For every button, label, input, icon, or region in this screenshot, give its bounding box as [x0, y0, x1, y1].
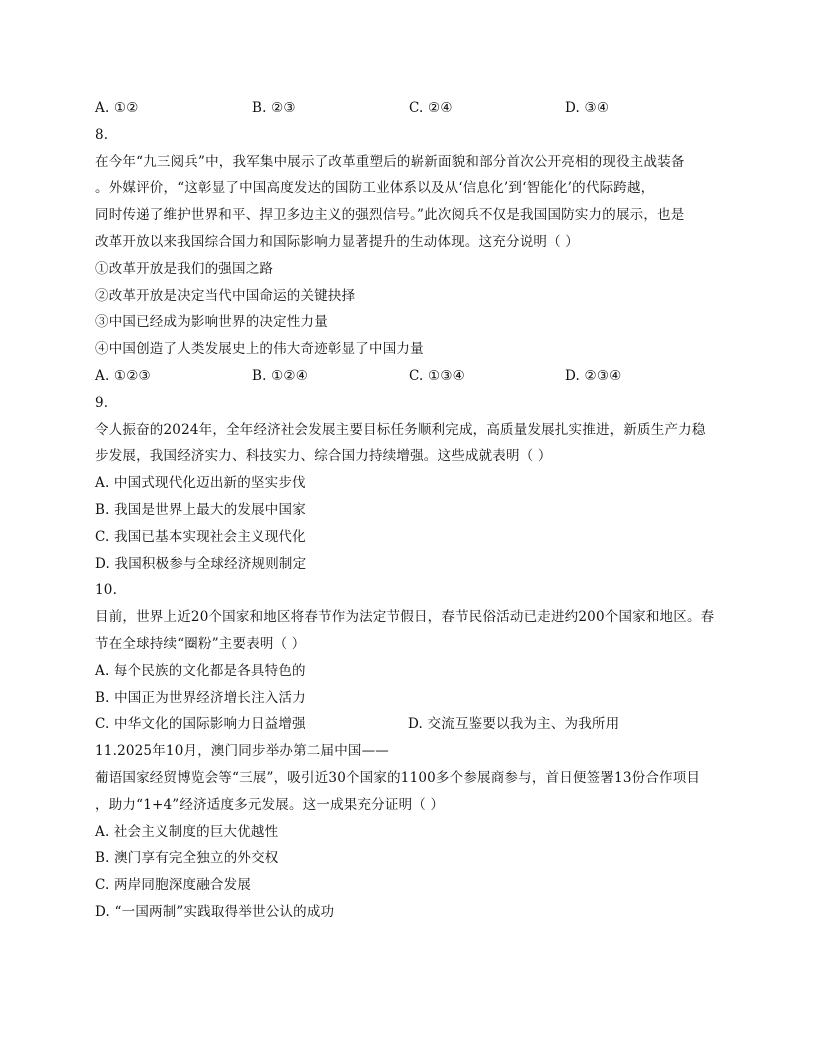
q8-statement-3: ③中国已经成为影响世界的决定性力量 [95, 314, 328, 331]
q10-option-d: D. 交流互鉴要以我为主、为我所用 [408, 716, 620, 733]
q8-stem-line: 同时传递了维护世界和平、捍卫多边主义的强烈信号。”此次阅兵不仅是我国国防实力的展示，也是 [95, 207, 685, 224]
q10-stem-line: 节在全球持续“圈粉”主要表明（ ） [95, 635, 306, 652]
q9-option-c: C. 我国已基本实现社会主义现代化 [95, 528, 306, 545]
q9-stem-line: 令人振奋的2024年，全年经济社会发展主要目标任务顺利完成，高质量发展扎实推进，新质生产力稳 [95, 421, 706, 438]
q8-number: 8. [95, 126, 109, 143]
q11-option-c: C. 两岸同胞深度融合发展 [95, 877, 252, 894]
option-a: A. ①②③ [95, 367, 151, 384]
q10-options-cd [95, 711, 725, 738]
q10-stem-line: 目前，世界上近20个国家和地区将春节作为法定节假日，春节民俗活动已走进约200个国家和地区。春 [95, 609, 715, 626]
q8-stem-line: 。外媒评价，“这彰显了中国高度发达的国防工业体系以及从‘信息化’到‘智能化’的代际跨越， [95, 180, 655, 197]
option-b: B. ②③ [252, 100, 296, 116]
option-d: D. ②③④ [565, 367, 622, 384]
q9-stem-line: 步发展，我国经济实力、科技实力、综合国力持续增强。这些成就表明（ ） [95, 448, 552, 465]
q10-number: 10. [95, 582, 118, 599]
q8-stem-line: 改革开放以来我国综合国力和国际影响力显著提升的生动体现。这充分说明（ ） [95, 233, 579, 250]
q8-statement-1: ①改革开放是我们的强国之路 [95, 260, 274, 277]
q9-option-a: A. 中国式现代化迈出新的坚实步伐 [95, 475, 306, 492]
option-a: A. ①② [95, 100, 139, 116]
q11-stem-line: 11.2025年10月，澳门同步举办第二届中国—— [95, 743, 390, 760]
q11-option-d: D. “一国两制”实践取得举世公认的成功 [95, 903, 335, 920]
exam-page [95, 95, 725, 926]
option-b: B. ①②④ [252, 367, 309, 384]
q11-stem-line: ，助力“1+4”经济适度多元发展。这一成果充分证明（ ） [95, 796, 445, 813]
q9-number: 9. [95, 394, 109, 411]
q11-option-a: A. 社会主义制度的巨大优越性 [95, 823, 279, 840]
q8-options [95, 363, 725, 390]
q8-statement-2: ②改革开放是决定当代中国命运的关键抉择 [95, 287, 356, 304]
q10-option-a: A. 每个民族的文化都是各具特色的 [95, 662, 306, 679]
q8-statement-4: ④中国创造了人类发展史上的伟大奇迹彰显了中国力量 [95, 341, 424, 358]
q9-option-b: B. 我国是世界上最大的发展中国家 [95, 501, 306, 518]
option-c: C. ②④ [409, 100, 453, 116]
q10-option-c: C. 中华文化的国际影响力日益增强 [95, 716, 306, 733]
q11-option-b: B. 澳门享有完全独立的外交权 [95, 850, 279, 867]
option-d: D. ③④ [565, 100, 610, 116]
q8-stem-line: 在今年“九三阅兵”中，我军集中展示了改革重塑后的崭新面貌和部分首次公开亮相的现役主战装备 [95, 153, 685, 170]
q11-stem-line: 葡语国家经贸博览会等“三展”，吸引近30个国家的1100多个参展商参与，首日便签署13份合作项目 [95, 769, 701, 786]
q7-options [95, 95, 725, 122]
q9-option-d: D. 我国积极参与全球经济规则制定 [95, 555, 307, 572]
option-c: C. ①③④ [409, 367, 465, 384]
q10-option-b: B. 中国正为世界经济增长注入活力 [95, 689, 306, 706]
